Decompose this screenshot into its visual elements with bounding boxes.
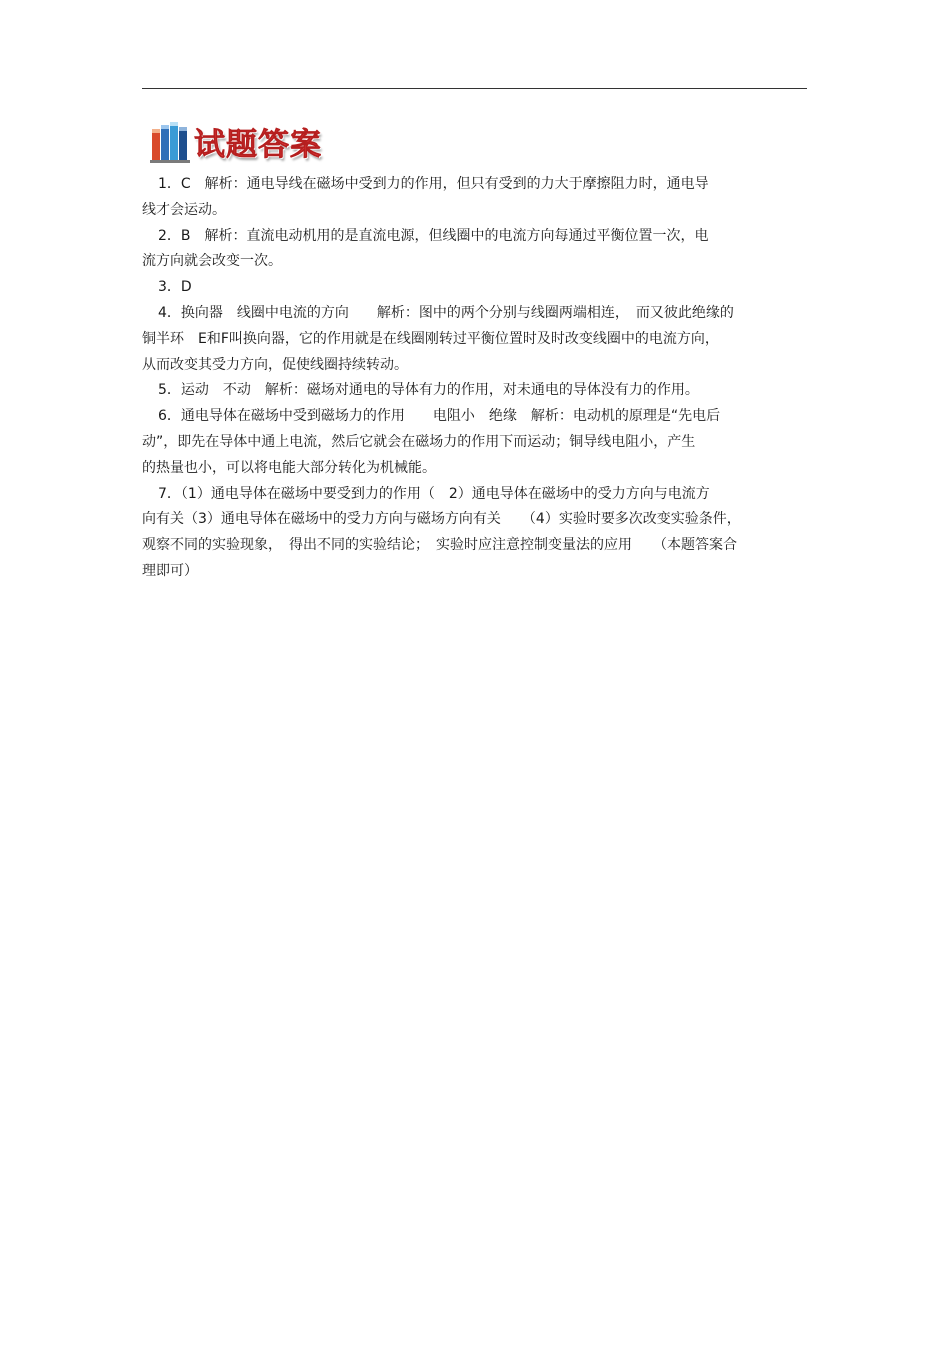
answer-line: 流方向就会改变一次。 — [142, 253, 282, 270]
answers-banner — [150, 116, 322, 166]
answer-line: 1．C 解析：通电导线在磁场中受到力的作用，但只有受到的力大于摩擦阻力时，通电导 — [158, 176, 709, 192]
answer-line: 3．D — [158, 279, 192, 296]
header-rule — [142, 88, 807, 89]
books-icon — [150, 119, 190, 163]
answer-line: 动”，即先在导体中通上电流，然后它就会在磁场力的作用下而运动；铜导线电阻小，产生 — [142, 433, 696, 450]
answer-line: 6．通电导体在磁场中受到磁场力的作用 电阻小 绝缘 解析：电动机的原理是“先电后 — [158, 408, 721, 425]
answer-line: 5．运动 不动 解析：磁场对通电的导体有力的作用，对未通电的导体没有力的作用。 — [158, 382, 699, 399]
banner-title: 试题答案 — [194, 126, 322, 163]
answer-line: 向有关（3）通电导体在磁场中的受力方向与磁场方向有关 （4）实验时要多次改变实验条件， — [142, 511, 741, 528]
answer-line: 2．B 解析：直流电动机用的是直流电源，但线圈中的电流方向每通过平衡位置一次，电 — [158, 227, 709, 244]
answer-line: 观察不同的实验现象， 得出不同的实验结论； 实验时应注意控制变量法的应用 （本题答案合 — [142, 537, 737, 554]
answer-list — [142, 172, 807, 585]
answer-line: 7．（1）通电导体在磁场中要受到力的作用（ 2）通电导体在磁场中的受力方向与电流方 — [158, 485, 710, 502]
answer-line: 从而改变其受力方向，促使线圈持续转动。 — [142, 356, 408, 373]
answer-line: 理即可） — [142, 562, 198, 579]
answer-line: 的热量也小，可以将电能大部分转化为机械能。 — [142, 459, 436, 476]
answer-line: 铜半环 E和F叫换向器，它的作用就是在线圈刚转过平衡位置时及时改变线圈中的电流方向， — [142, 330, 719, 347]
answer-line: 4．换向器 线圈中电流的方向 解析：图中的两个分别与线圈两端相连， 而又彼此绝缘的 — [158, 304, 734, 321]
answer-line: 线才会运动。 — [142, 201, 226, 218]
